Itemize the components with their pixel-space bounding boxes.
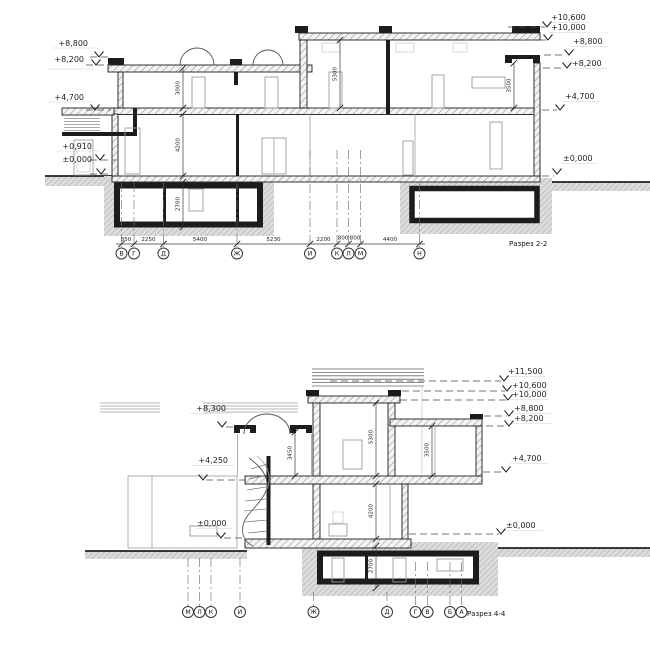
parapet-cap [230,59,242,65]
axis-label: К [208,609,214,617]
floor-slab [245,476,482,484]
spiral-staircase [243,456,271,546]
axis-label: Г [132,250,136,258]
axis-label: Б [447,609,453,617]
section-title: Разрез 4-4 [467,610,506,618]
elevation-label: +8,300 [196,404,226,413]
wall-right [534,63,540,176]
section-4-4 [85,367,650,618]
elevation-mark [197,519,245,538]
elevation-label: +4,700 [565,92,595,101]
dim-label: 850 [120,237,132,243]
axis-label: В [119,250,124,258]
wall-left [112,114,118,176]
axis-label: Н [417,250,422,258]
tower-wall-left [313,403,320,476]
axis-label: Ж [310,609,317,617]
wing-roof [390,419,482,426]
elevation-label: ±0,000 [563,154,593,163]
elevation-label: +8,200 [514,414,544,423]
canopy [62,108,114,115]
parapet-cap [470,414,483,419]
roof-low [108,65,312,72]
parapet-cap [306,390,319,396]
dim-label: 5300 [368,429,375,445]
dim-label: 4400 [382,237,398,243]
wall-interior [236,114,239,176]
elevation-mark [483,454,549,472]
basement-right [412,189,537,221]
elevation-mark [542,92,600,110]
axis-label: М [357,250,364,258]
parapet-cap [379,26,392,33]
dome [253,50,283,65]
axis-label: А [459,609,464,617]
elevation-mark [543,59,607,69]
elevation-label: +8,800 [514,404,544,413]
elevation-mark [409,521,543,534]
elevation-label: +11,500 [508,367,543,376]
elevation-mark [190,404,235,427]
axis-label: Г [413,609,418,617]
wall-tower-right [386,40,390,114]
axis-label: Ж [233,250,241,258]
wall-tower-left [300,40,307,108]
elevation-mark [542,154,598,176]
elevation-label: +8,800 [573,37,603,46]
building-structure [234,390,483,548]
dim-label: 3000 [175,80,182,96]
roof-high [299,33,540,40]
elevation-marks-left [48,39,116,174]
dim-label: 800 [349,235,361,242]
dim-label: 2700 [368,558,375,574]
elevation-label: +4,700 [512,454,542,463]
dim-label: 4200 [368,503,375,519]
pergola-lines [100,369,424,474]
floor-slab [112,108,540,115]
axis-label: Д [161,250,166,258]
elevation-mark [48,93,111,110]
wing-wall-right [476,426,482,476]
dim-label: 3500 [424,442,431,458]
dim-label: 5230 [266,237,281,243]
basement-left [117,186,260,225]
dim-label: 2250 [141,237,156,243]
dimension-row [116,236,425,248]
elevation-label: +10,000 [512,390,547,399]
parapet-drop [234,72,238,85]
elevation-label: +8,200 [54,55,84,64]
basement-wall [236,188,239,224]
parapet-cap [388,390,401,396]
parapet-cap [295,26,308,33]
elevation-label: +4,700 [54,93,84,102]
section-title: Разрез 2-2 [509,240,548,248]
elevation-label: +0,910 [62,142,92,151]
building-structure [108,26,540,182]
basement [320,554,476,583]
tower-wall-right [388,403,395,476]
axis-label: К [334,250,340,258]
elevation-label: ±0,000 [197,519,227,528]
elevation-mark [62,155,112,174]
wall [313,484,320,539]
elevation-label: ±0,000 [506,521,536,530]
dim-label: 2200 [316,237,331,243]
axis-label: И [307,250,313,258]
section-2-2 [45,13,650,259]
elevation-mark [400,390,549,400]
elevation-label: +4,250 [198,456,228,465]
dome [180,48,214,65]
axis-label: Л [346,250,351,258]
arch-parapet [290,425,312,433]
elevation-label: +8,200 [572,59,602,68]
cornice [505,55,540,63]
elevation-label: +10,600 [551,13,586,22]
elevation-label: +10,600 [512,381,547,390]
dim-label: 5300 [332,66,339,82]
tower-door [343,440,362,469]
dim-label: 3500 [506,78,513,93]
axis-label: В [425,609,430,617]
tower-roof [308,396,400,403]
parapet-cap [108,58,124,65]
elevation-label: +10,000 [551,23,586,32]
axis-label: Д [384,609,390,617]
entrance-steps [64,119,100,131]
elevation-label: +8,800 [58,39,88,48]
elevation-marks-right [330,367,551,534]
dim-label: 4200 [175,137,182,153]
elevation-mark [544,37,608,55]
wall-right [402,484,408,539]
wall-upper-left [118,72,123,108]
dim-label: 2700 [175,196,182,212]
dim-label: 3450 [287,445,294,461]
axis-label: М [185,609,191,617]
ground-slab [112,176,540,182]
dim-label: 5400 [192,237,208,243]
axis-label: Л [197,609,202,617]
elevation-label: ±0,000 [62,155,92,164]
dim-label: 800 [337,235,349,242]
axis-label: И [237,609,243,617]
